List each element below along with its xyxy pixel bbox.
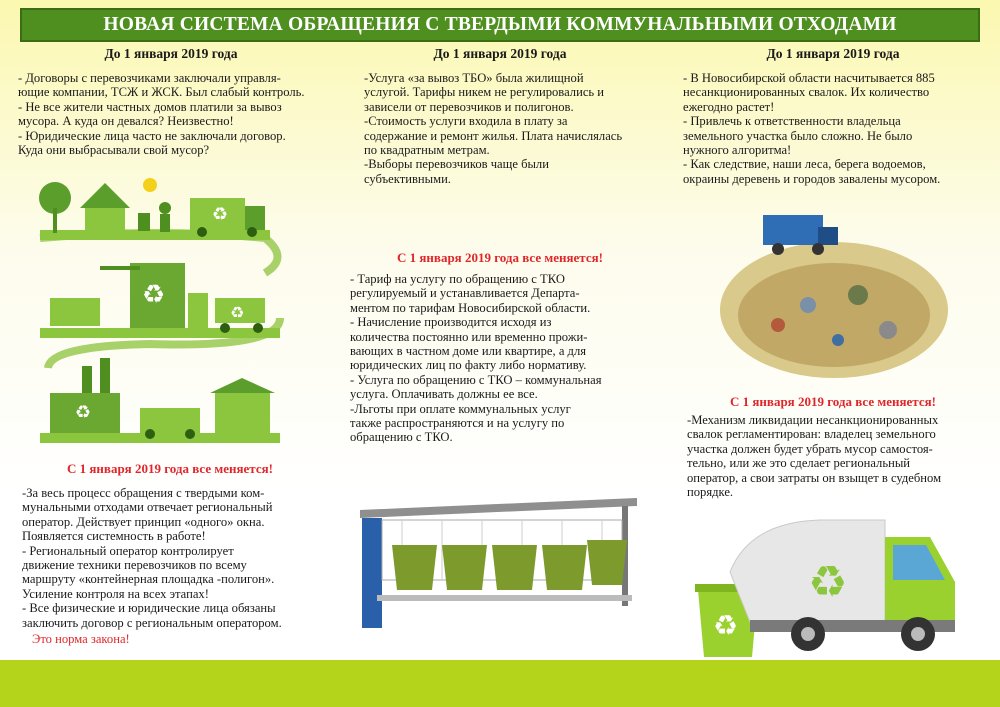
text-line: Появляется системность в работе! <box>22 529 206 544</box>
change-heading-1: С 1 января 2019 года все меняется! <box>67 461 273 476</box>
svg-text:♻: ♻ <box>212 204 229 225</box>
text-line: субъективными. <box>364 171 451 186</box>
column-2-heading: До 1 января 2019 года <box>433 46 567 61</box>
column-1-text <box>18 71 324 157</box>
text-line: - Юридические лица часто не заключали договор. <box>18 128 286 143</box>
text-line: -Льготы при оплате коммунальных услуг <box>350 401 571 416</box>
text-line: - В Новосибирской области насчитывается 885 <box>683 71 935 85</box>
text-line: - Тариф на услугу по обращению с ТКО <box>350 272 565 286</box>
law-note: Это норма закона! <box>32 632 130 647</box>
text-line: заключить договор с региональным оператором. <box>22 615 282 630</box>
column-3-text <box>683 71 983 186</box>
change-heading-2: С 1 января 2019 года все меняется! <box>397 250 603 265</box>
container-shelter <box>352 490 642 630</box>
text-line: земельного участка было сложно. Не было <box>683 128 913 143</box>
bin-icon <box>392 545 437 590</box>
text-line: окраины деревень и городов завалены мусором. <box>683 171 941 186</box>
text-line: содержание и ремонт жилья. Плата начислялась <box>364 128 623 143</box>
text-line: - Договоры с перевозчиками заключали управля- <box>18 71 281 85</box>
change-text-3 <box>687 413 979 499</box>
text-line: Усиление контроля на всех этапах! <box>22 586 209 601</box>
text-line: оператор. Действует принцип «одного» окна. <box>22 514 265 529</box>
text-line: количества постоянно или временно прожи- <box>350 329 588 344</box>
truck-icon <box>763 215 823 245</box>
text-line: оператор, а свои затраты он взыщет в судебном <box>687 470 942 485</box>
text-line: мусора. А куда он девался? Неизвестно! <box>18 114 234 129</box>
change-text-2 <box>350 272 650 445</box>
text-line: услуга. Оплачивать должны ее все. <box>350 387 538 402</box>
column-3-heading: До 1 января 2019 года <box>766 46 900 61</box>
column-2 <box>350 46 650 186</box>
text-line: - Региональный оператор контролирует <box>22 543 234 558</box>
page-title: НОВАЯ СИСТЕМА ОБРАЩЕНИЯ С ТВЕРДЫМИ КОММУНАЛЬНЫМИ ОТХОДАМИ <box>20 8 980 42</box>
text-line: обращению с ТКО. <box>350 430 453 445</box>
text-line: нужного алгоритма! <box>683 143 792 158</box>
column-1 <box>18 46 324 157</box>
footer-strip <box>0 660 1000 707</box>
text-line: -Услуга «за вывоз ТБО» была жилищной <box>364 71 584 85</box>
svg-text:♻: ♻ <box>75 402 92 423</box>
text-line: порядке. <box>687 485 734 500</box>
text-line: участка должен будет убрать мусор самостоя- <box>687 441 933 456</box>
text-line: -Стоимость услуги входила в плату за <box>364 114 568 129</box>
text-line: мунальными отходами отвечает региональный <box>22 500 273 515</box>
dump-illustration <box>718 205 950 380</box>
svg-text:♻: ♻ <box>230 303 245 322</box>
bin-icon <box>492 545 537 590</box>
text-line: - Не все жители частных домов платили за вывоз <box>18 99 282 114</box>
text-line: Куда они выбрасывали свой мусор? <box>18 143 210 158</box>
column-3 <box>683 46 983 186</box>
text-line: - Привлечь к ответственности владельца <box>683 114 901 129</box>
text-line: движение техники перевозчиков по всему <box>22 558 247 573</box>
recycle-icon: ♻ <box>713 609 739 642</box>
person-icon <box>159 202 171 214</box>
garbage-truck <box>690 512 975 660</box>
text-line: регулируемый и устанавливается Департа- <box>350 286 580 301</box>
change-heading-3: С 1 января 2019 года все меняется! <box>730 394 936 409</box>
bin-icon <box>542 545 587 590</box>
text-line: маршруту «контейнерная площадка -полигон». <box>22 572 275 587</box>
text-line: -Механизм ликвидации несанкционированных <box>687 413 939 427</box>
recycle-icon: ♻ <box>808 557 848 608</box>
text-line: тельно, или же это сделает региональный <box>687 456 911 471</box>
text-line: несанкционированных свалок. Их количество <box>683 85 930 100</box>
text-line: вающих в частном доме или квартире, а для <box>350 344 587 359</box>
text-line: по квадратным метрам. <box>364 143 490 158</box>
svg-text:♻: ♻ <box>142 280 166 310</box>
text-line: ющие компании, ТСЖ и ЖСК. Был слабый контроль. <box>18 85 305 100</box>
column-2-text <box>350 71 650 186</box>
waste-cycle-illustration <box>30 168 292 456</box>
text-line: -Выборы перевозчиков чаще были <box>364 157 549 172</box>
text-line: зависели от перевозчиков и полигонов. <box>364 99 574 114</box>
bin-icon <box>138 213 150 231</box>
bin-icon <box>587 540 627 585</box>
sun-icon <box>143 178 157 192</box>
change-text-1 <box>22 486 322 646</box>
bin-icon <box>442 545 487 590</box>
shop-icon <box>215 393 270 433</box>
text-line: юридических лиц по факту либо нормативу. <box>350 358 587 373</box>
column-1-heading: До 1 января 2019 года <box>104 46 238 61</box>
text-line: также распространяются и на услугу по <box>350 416 565 431</box>
house-icon <box>80 183 130 208</box>
text-line: услугой. Тарифы никем не регулировались и <box>364 85 605 100</box>
text-line: ментом по тарифам Новосибирской области. <box>350 300 591 315</box>
text-line: ежегодно растет! <box>683 99 775 114</box>
text-line: свалок регламентирован: владелец земельного <box>687 427 936 442</box>
text-line: - Начисление производится исходя из <box>350 315 552 330</box>
text-line: - Как следствие, наши леса, берега водоемов, <box>683 157 926 172</box>
text-line: -За весь процесс обращения с твердыми ком- <box>22 486 265 500</box>
text-line: - Все физические и юридические лица обязаны <box>22 601 276 616</box>
text-line: - Услуга по обращению с ТКО – коммунальная <box>350 372 602 387</box>
